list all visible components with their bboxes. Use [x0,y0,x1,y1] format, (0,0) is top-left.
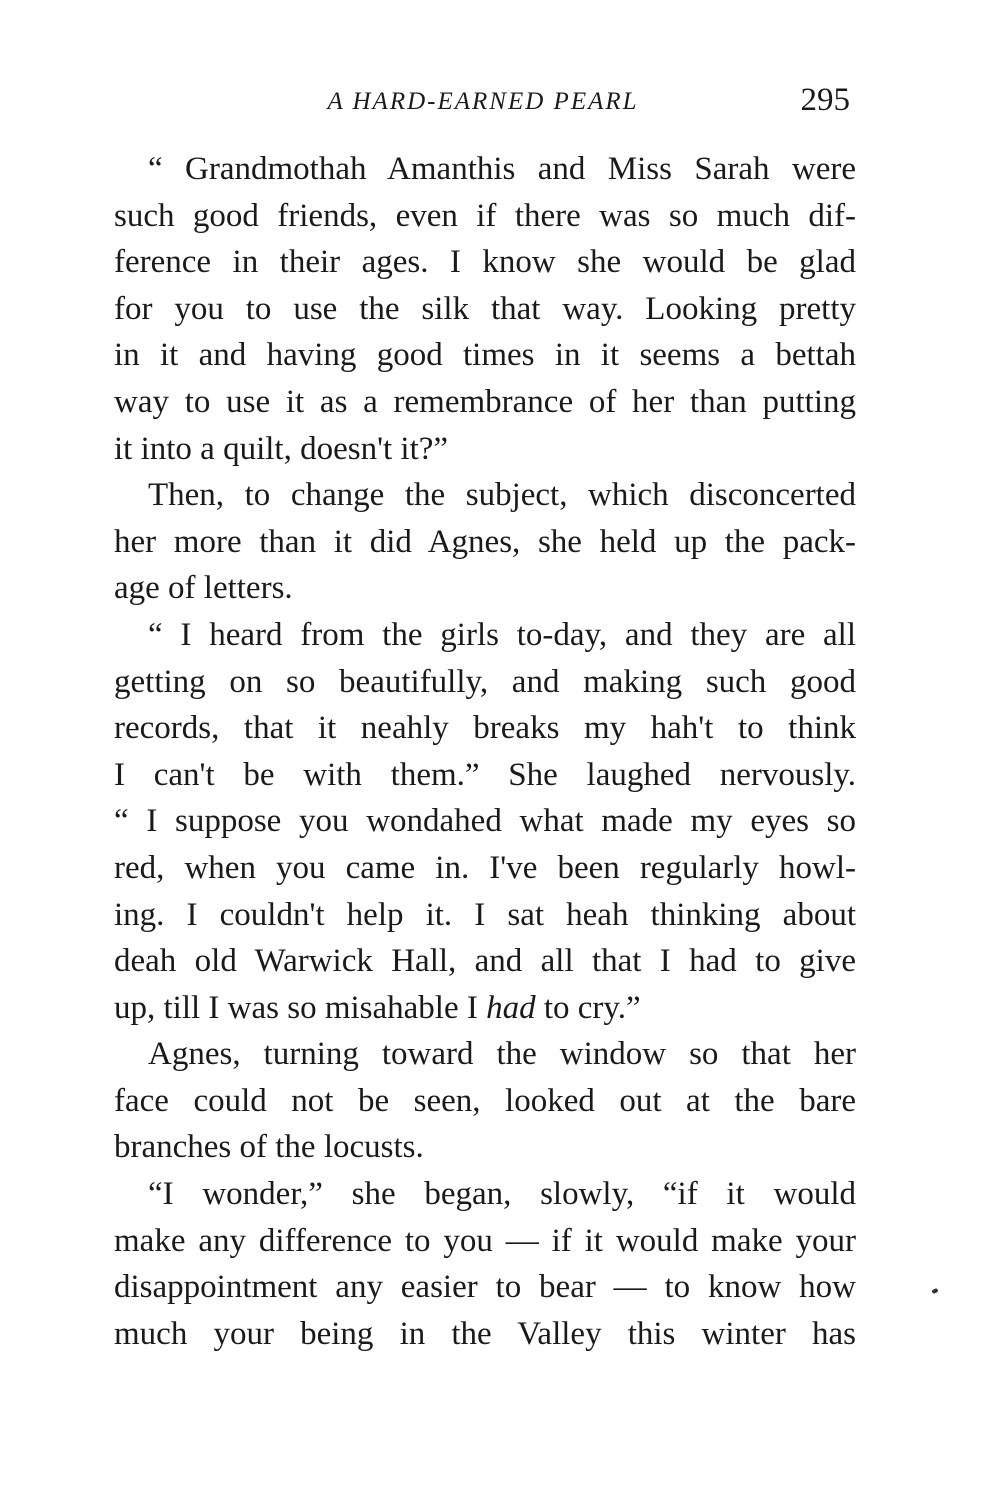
text-line: ing. I couldn't help it. I sat heah thinking about [114,896,856,933]
text-line: ference in their ages. I know she would be glad [114,244,856,281]
text-line: “ I suppose you wondahed what made my eyes so [114,803,856,840]
text-line [114,985,856,1032]
paragraph-5 [114,1171,856,1357]
paragraph-3 [114,612,856,1031]
text-line: red, when you came in. I've been regularly howl- [114,849,856,886]
text-line: disappointment any easier to bear — to know how [114,1269,856,1306]
text-line: Agnes, turning toward the window so that her [148,1036,856,1073]
text-line: Then, to change the subject, which disconcerted [148,477,856,514]
body-text [114,146,856,1357]
text-line: “ Grandmothah Amanthis and Miss Sarah were [148,151,856,187]
text-run: to cry.” [535,989,641,1026]
ink-speck [931,1288,938,1294]
text-line: face could not be seen, looked out at the bare [114,1082,856,1119]
page-number: 295 [800,82,850,118]
paragraph-4 [114,1031,856,1171]
text-line: in it and having good times in it seems a bettah [114,337,856,374]
running-title: A HARD-EARNED PEARL [327,88,639,115]
text-line: branches of the locusts. [114,1129,424,1166]
text-line: “I wonder,” she began, slowly, “if it would [148,1176,856,1213]
text-line: deah old Warwick Hall, and all that I had to give [114,943,856,980]
text-line: much your being in the Valley this winter has [114,1315,856,1352]
text-line: her more than it did Agnes, she held up the pack- [114,523,856,560]
text-line: age of letters. [114,570,293,607]
emphasized-word: had [486,989,536,1026]
text-line: such good friends, even if there was so much dif- [114,197,856,234]
paragraph-1 [114,146,856,472]
running-head [110,82,856,122]
text-line: for you to use the silk that way. Looking pretty [114,290,856,327]
text-line: getting on so beautifully, and making such good [114,663,856,700]
text-line: “ I heard from the girls to-day, and they are all [148,616,856,653]
text-line: way to use it as a remembrance of her than putting [114,383,856,420]
text-line: it into a quilt, doesn't it?” [114,430,449,467]
text-line: records, that it neahly breaks my hah't to think [114,710,856,747]
text-run: up, till I was so misahable I [114,989,487,1026]
text-line: make any difference to you — if it would make your [114,1222,856,1259]
paragraph-2 [114,472,856,612]
text-line: I can't be with them.” She laughed nervously. [114,756,856,793]
